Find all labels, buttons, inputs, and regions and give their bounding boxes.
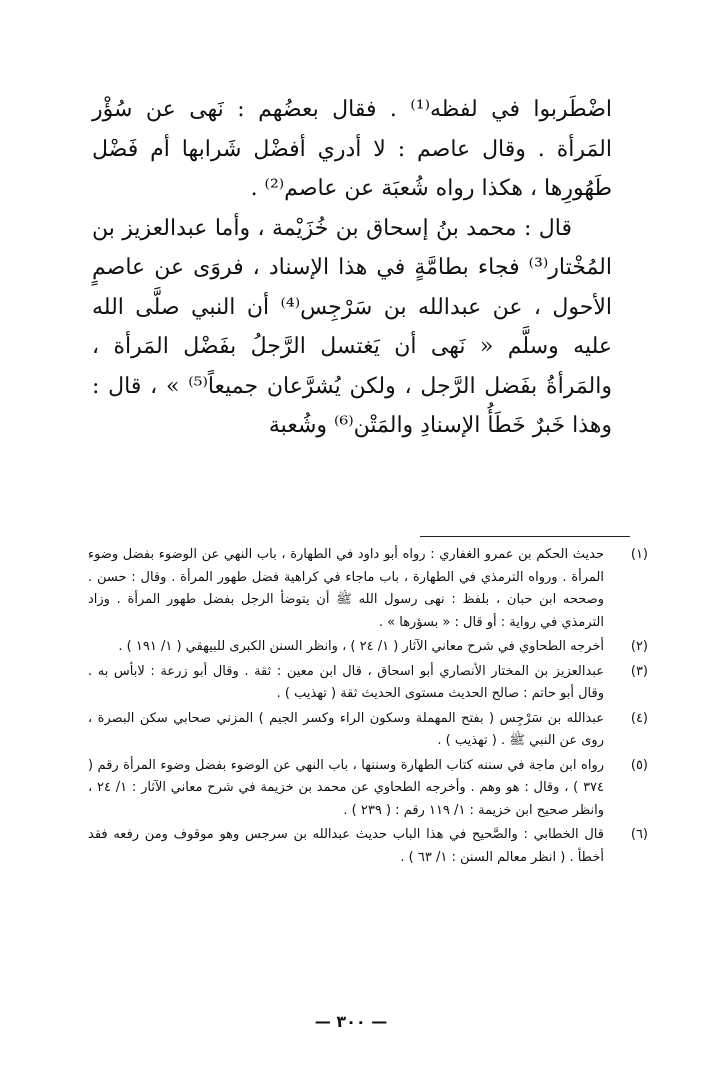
footnote-1: [88, 544, 648, 634]
footnote-2: [88, 636, 648, 659]
footnote-number: (٢): [630, 639, 648, 654]
footnote-3: [88, 661, 648, 706]
footnote-4: [88, 708, 648, 753]
footnote-5: [88, 755, 648, 823]
footnote-separator: [420, 536, 630, 537]
footnote-text: حديث الحكم بن عمرو الغفاري : رواه أبو داود في الطهارة ، باب النهي عن الوضوء بفضل وضوء المرأة . ورواه الترمذي في الطهارة ، باب ماجاء في كراهية فضل طهور المرأة . وقال : حسن . وصححه ابن حبان ، بلفظ : نهى رسول الله ﷺ أن يتوضأ الرجل بفضل طهور المرأة . وزاد الترمذي في رواية : أو قال : « بسؤرها » .: [88, 547, 604, 630]
footnote-number: (٥): [630, 757, 648, 773]
footnote-6: [88, 824, 648, 869]
footnote-number: (٣): [630, 663, 648, 679]
footnote-number: (٦): [630, 827, 648, 842]
main-paragraph: قال : محمد بنُ إسحاق بن خُزَيْمة ، وأما عبدالعزيز بن المُخْتار⁽³⁾ فجاء بطامَّةٍ في هذا الإسناد ، فروَى عن عاصمٍ الأحول ، عن عبدالله بن سَرْجِس⁽⁴⁾ أن النبي صلَّى الله عليه وسلَّم « نَهى أن يَغتسل الرَّجلُ بفَضْل المَرأة ، والمَرأةُ بفَضل الرَّجل ، ولكن يُشرَّعان جميعاً⁽⁵⁾ » ، قال : وهذا خَبرٌ خَطَأُ الإسنادِ والمَتْن⁽⁶⁾ وشُعبة: [92, 215, 612, 438]
footnote-text: عبدالله بن سَرْجِس ( بفتح المهملة وسكون الراء وكسر الجيم ) المزني صحابي سكن البصرة ، روى عن النبي ﷺ . ( تهذيب ) .: [88, 710, 604, 748]
footnote-number: (٤): [630, 710, 648, 726]
footnote-text: أخرجه الطحاوي في شرح معاني الآثار ( ١/ ٢٤ ) ، وانظر السنن الكبرى للبيهقي ( ١/ ١٩١ ) .: [118, 639, 604, 654]
main-paragraph: اضْطَربوا في لفظه⁽¹⁾ . فقال بعضُهم : نَهى عن سُؤْر المَرأة . وقال عاصم : لا أدري أفضْل شَرابها أم فَضْل طَهُورِها ، هكذا رواه شُعبَة عن عاصم⁽²⁾ .: [92, 97, 612, 201]
main-text: [92, 90, 612, 446]
footnote-text: قال الخطابي : والصَّحيح في هذا الباب حديث عبدالله بن سرجس وهو موقوف ومن رفعه فقد أخطأ . ( انظر معالم السنن : ١/ ٦٣ ) .: [88, 827, 604, 865]
footnote-number: (١): [630, 547, 648, 562]
footnotes: [88, 544, 648, 869]
footnote-text: رواه ابن ماجة في سننه كتاب الطهارة وسننها ، باب النهي عن الوضوء بفضل وضوء المرأة رقم ( ٣٧٤ ) ، وقال : هو وهم . وأخرجه الطحاوي عن محمد بن خزيمة في شرح معاني الآثار : ١/ ٢٤ ، وانظر صحيح ابن خزيمة : ١/ ١١٩ رقم : ( ٢٣٩ ) .: [88, 757, 605, 818]
footnote-text: عبدالعزيز بن المختار الأنصاري أبو اسحاق ، قال ابن معين : ثقة . وقال أبو زرعة : لابأس به . وقال أبو حاتم : صالح الحديث مستوى الحديث ثقة ( تهذيب ) .: [88, 663, 604, 701]
page-number: — ٣٠٠ —: [314, 1012, 388, 1031]
